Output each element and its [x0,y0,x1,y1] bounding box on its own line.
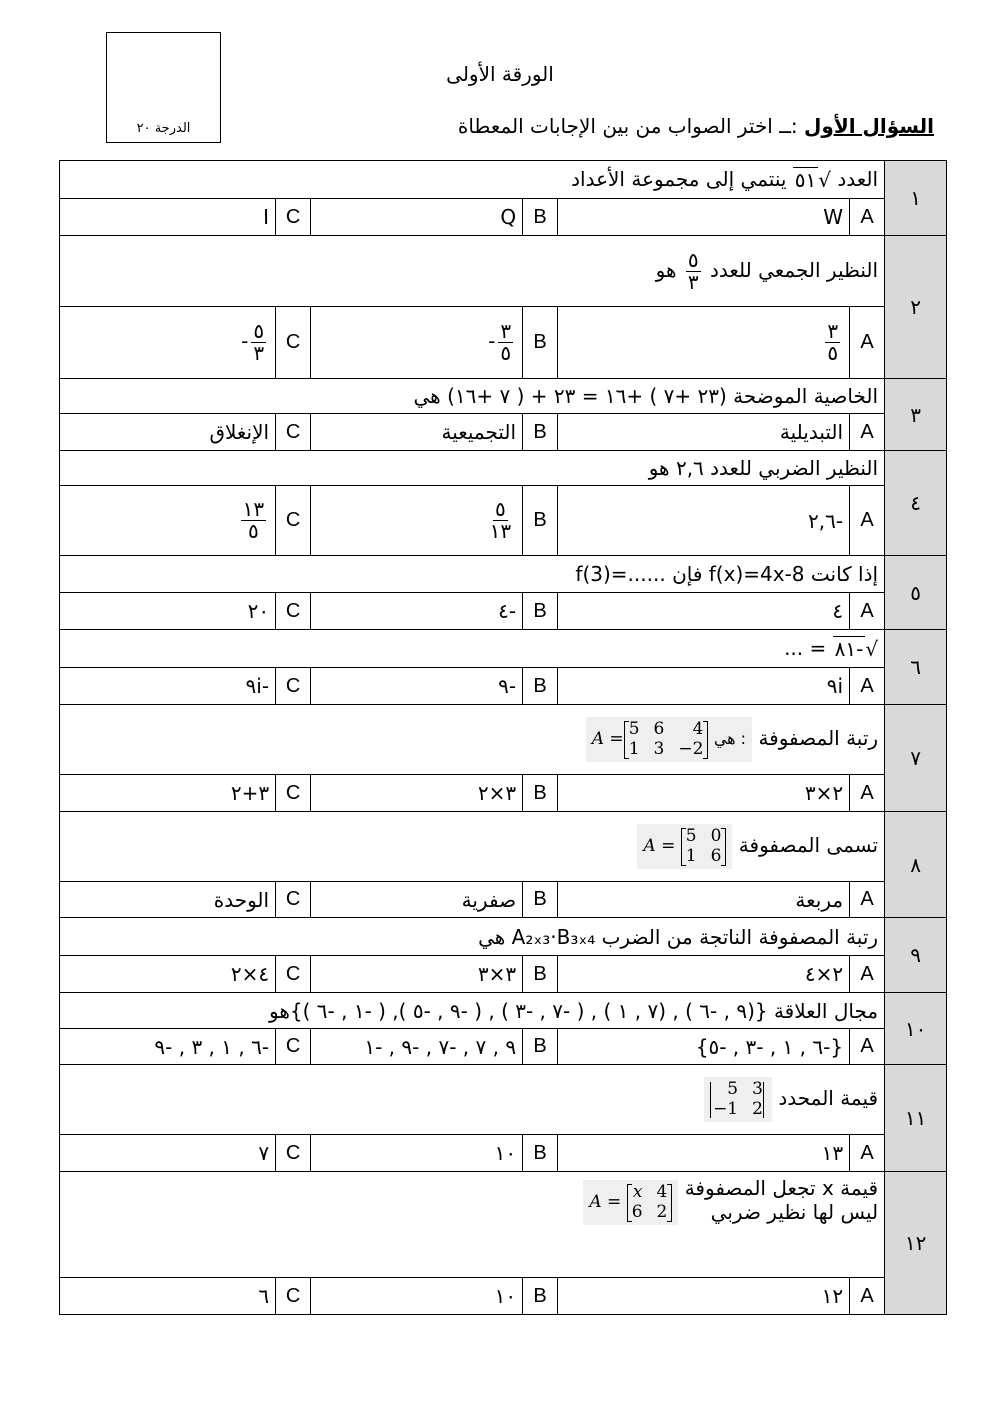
question-12-options [60,1278,947,1315]
stem-lines [685,1176,878,1224]
question-number: ٥ [885,556,947,630]
matrix-entry: 3 [653,738,665,759]
option-letter-b: B [523,1135,558,1172]
question-3-options [60,414,947,451]
determinant [704,1077,772,1122]
option-c[interactable]: الإنغلاق [60,414,276,451]
matrix-entry: 4 [692,718,704,739]
stem-text: قيمة x تجعل المصفوفة [684,1176,879,1200]
option-c[interactable]: I [60,199,276,236]
question-5-row [60,556,947,593]
matrix-entries [632,1183,668,1222]
matrix-entry: 6 [653,718,665,739]
stem-text: رتبة المصفوفة [758,726,879,750]
option-a[interactable]: التبديلية [558,414,850,451]
option-letter-a: A [850,1029,885,1065]
question-stem [60,1172,885,1278]
stem-text: هي [478,924,506,949]
question-label: السؤال الأول [804,114,934,138]
option-a[interactable]: {-٦ , ١ , -٣ , -٥} [558,1029,850,1065]
stem-text: ليس لها نظير ضربي [710,1200,879,1224]
question-stem [60,812,885,882]
option-c[interactable]: -٩i [60,668,276,705]
question-7-options [60,775,947,812]
option-letter-c: C [276,199,311,236]
question-stem: مجال العلاقة {(٩ , -٦ ) , (٧ , ١ ) , ( -٧ , -٣ ) , ( -٩ , -٥ ), ( -١ , -٦ )}هو [60,993,885,1029]
option-letter-b: B [523,1029,558,1065]
numerator: ٥ [253,319,265,343]
question-12-row [60,1172,947,1278]
question-11-row [60,1065,947,1135]
option-letter-b: B [523,668,558,705]
denominator: ٣ [253,341,265,365]
stem-text: هي : [713,729,747,748]
option-letter-a: A [850,1278,885,1315]
option-letter-b: B [523,486,558,556]
function-expression: f(x)=4x-8 [708,562,805,586]
question-number: ٤ [885,451,947,556]
option-c[interactable]: ٧ [60,1135,276,1172]
matrix: A = 5 6 4 1 3 −2 هي : [586,717,752,762]
sheet-title: الورقة الأولى [446,62,554,86]
minus-sign: - [241,329,249,353]
denominator: ٣ [687,269,699,294]
option-c[interactable]: ٦ [60,1278,276,1315]
sqrt-expression: √-٨١ [834,637,879,662]
question-4-options [60,486,947,556]
option-c[interactable]: الوحدة [60,882,276,918]
radicand: -٨١ [834,637,864,662]
stem-text: رتبة المصفوفة الناتجة من الضرب [601,924,879,949]
option-letter-a: A [850,1135,885,1172]
stem-text: هو [655,257,677,282]
grade-label: الدرجة ٢٠ [136,121,191,136]
question-10-row [60,993,947,1029]
numerator: ٥ [494,497,506,521]
sqrt-expression: √٥١ [794,168,832,193]
question-number: ٩ [885,918,947,993]
option-letter-c: C [276,593,311,630]
question-6-row [60,630,947,668]
option-letter-c: C [276,307,311,379]
fraction [241,499,266,542]
option-letter-a: A [850,882,885,918]
option-a[interactable]: ٩i [558,668,850,705]
option-a[interactable] [558,307,850,379]
matrix-entry: 1 [628,738,640,759]
option-letter-c: C [276,1029,311,1065]
option-a[interactable]: مربعة [558,882,850,918]
denominator: ٥ [500,341,512,365]
option-b[interactable]: -٩ [311,668,523,705]
matrix-entry: 5 [628,718,640,739]
option-a[interactable]: ٢×٣ [558,775,850,812]
matrix-entry: 6 [631,1201,643,1222]
matrix-entry: 4 [656,1182,668,1202]
option-b[interactable]: ٣×٢ [311,775,523,812]
stem-text: تسمى المصفوفة [738,833,879,857]
option-letter-b: B [523,882,558,918]
option-letter-c: C [276,956,311,993]
option-letter-c: C [276,882,311,918]
stem-text: ينتمي إلى مجموعة الأعداد [571,166,787,191]
option-letter-c: C [276,414,311,451]
option-letter-a: A [850,775,885,812]
question-10-options [60,1029,947,1065]
option-b[interactable]: -٤ [311,593,523,630]
option-b[interactable]: ٣×٣ [311,956,523,993]
numerator: ٥ [687,247,699,272]
option-b[interactable] [311,486,523,556]
question-6-options [60,668,947,705]
denominator: ٥ [827,341,839,365]
question-stem [60,1065,885,1135]
matrix-entry: 3 [752,1078,763,1099]
denominator: ١٣ [489,519,512,543]
question-stem [60,236,885,307]
option-b[interactable] [311,307,523,379]
option-letter-a: A [850,593,885,630]
stem-text: إذا كانت [810,562,879,586]
option-a[interactable]: ٢×٤ [558,956,850,993]
radicand: ٥١ [794,168,817,193]
denominator: ٥ [247,519,259,543]
question-number: ١ [885,161,947,236]
stem-text: العدد [837,166,879,191]
question-4-row [60,451,947,486]
question-1-options [60,199,947,236]
question-9-options [60,956,947,993]
question-number: ١١ [885,1065,947,1172]
question-7-row [60,705,947,775]
question-3-row [60,379,947,414]
question-2-row [60,236,947,307]
question-number: ٦ [885,630,947,705]
option-a[interactable]: ١٢ [558,1278,850,1315]
matrix-entry: 5 [727,1078,739,1099]
fraction [488,499,513,542]
matrix-entry: 0 [710,825,722,846]
stem-text: فإن [672,562,703,586]
numerator: ٣ [500,319,512,343]
minus-sign: - [488,329,496,353]
option-b[interactable]: ١٠ [311,1135,523,1172]
option-c[interactable] [60,307,276,379]
question-1-row [60,161,947,199]
question-2-options [60,307,947,379]
question-stem: النظير الضربي للعدد ٢,٦ هو [60,451,885,486]
option-b[interactable]: صفرية [311,882,523,918]
option-b[interactable]: Q [311,199,523,236]
option-letter-c: C [276,1135,311,1172]
question-stem [60,556,885,593]
matrix-entry: x [632,1182,643,1202]
question-number: ٨ [885,812,947,918]
question-stem: الخاصية الموضحة (٢٣ +٧ ) +١٦ = ٢٣ + ( ٧ +١٦) هي [60,379,885,414]
numerator: ٣ [827,319,839,343]
question-instruction: :ــ اختر الصواب من بين الإجابات المعطاة [457,114,805,138]
question-number: ١٠ [885,993,947,1065]
question-number: ٣ [885,379,947,451]
option-c[interactable]: -٦ , ١ , ٣ , -٩ [60,1029,276,1065]
matrix-entry: 6 [710,845,722,866]
function-expression: f(3)=...... [575,562,666,586]
option-b[interactable]: ١٠ [311,1278,523,1315]
question-11-options [60,1135,947,1172]
matrix-entries [629,720,704,759]
option-c[interactable]: ٤×٢ [60,956,276,993]
question-9-row [60,918,947,956]
question-stem [60,705,885,775]
matrix: A = 5 0 1 6 [637,824,732,869]
option-letter-c: C [276,668,311,705]
fraction [686,247,701,294]
question-number: ٧ [885,705,947,812]
option-letter-c: C [276,486,311,556]
matrix-entries [713,1080,763,1119]
option-letter-b: B [523,307,558,379]
question-8-options [60,882,947,918]
option-b[interactable]: التجميعية [311,414,523,451]
question-heading [458,114,934,138]
option-a[interactable]: ١٣ [558,1135,850,1172]
option-a[interactable]: W [558,199,850,236]
matrix-entry: −2 [678,738,704,759]
option-letter-a: A [850,486,885,556]
option-c[interactable]: ٣+٢ [60,775,276,812]
option-letter-a: A [850,414,885,451]
question-number: ٢ [885,236,947,379]
question-8-row [60,812,947,882]
option-letter-b: B [523,1278,558,1315]
stem-text: النظير الجمعي للعدد [709,257,879,282]
option-b[interactable]: ٩ , ٧ , -٧ , -٩ , -١ [311,1029,523,1065]
question-stem [60,161,885,199]
option-a[interactable]: -٢,٦ [558,486,850,556]
question-stem [60,918,885,956]
grade-box [106,32,221,143]
fraction [251,321,266,364]
matrix-entry: 1 [685,845,697,866]
option-letter-b: B [523,593,558,630]
matrix-name: A [591,729,605,749]
option-letter-a: A [850,307,885,379]
matrix-name: A [643,836,656,856]
numerator: ١٣ [242,497,265,521]
fraction [825,321,840,364]
questions-table [59,160,947,1315]
matrix-product-expression: A₂ₓ₃·B₃ₓ₄ [511,924,596,949]
option-letter-a: A [850,956,885,993]
option-letter-b: B [523,775,558,812]
question-stem [60,630,885,668]
option-letter-b: B [523,414,558,451]
matrix-name: A [589,1192,602,1213]
stem-text: = ... [784,635,827,660]
option-letter-c: C [276,775,311,812]
option-letter-c: C [276,1278,311,1315]
matrix-entries [686,827,722,866]
matrix-entry: 2 [656,1201,668,1222]
option-c[interactable]: ٢٠ [60,593,276,630]
option-c[interactable] [60,486,276,556]
option-letter-a: A [850,199,885,236]
matrix: A = x 4 6 2 [583,1180,678,1225]
question-5-options [60,593,947,630]
option-a[interactable]: ٤ [558,593,850,630]
matrix-entry: −1 [713,1098,739,1119]
option-letter-b: B [523,956,558,993]
question-number: ١٢ [885,1172,947,1315]
option-letter-b: B [523,199,558,236]
fraction [498,321,513,364]
stem-text: قيمة المحدد [778,1086,879,1110]
matrix-entry: 5 [685,825,697,846]
matrix-entry: 2 [752,1098,763,1119]
option-letter-a: A [850,668,885,705]
